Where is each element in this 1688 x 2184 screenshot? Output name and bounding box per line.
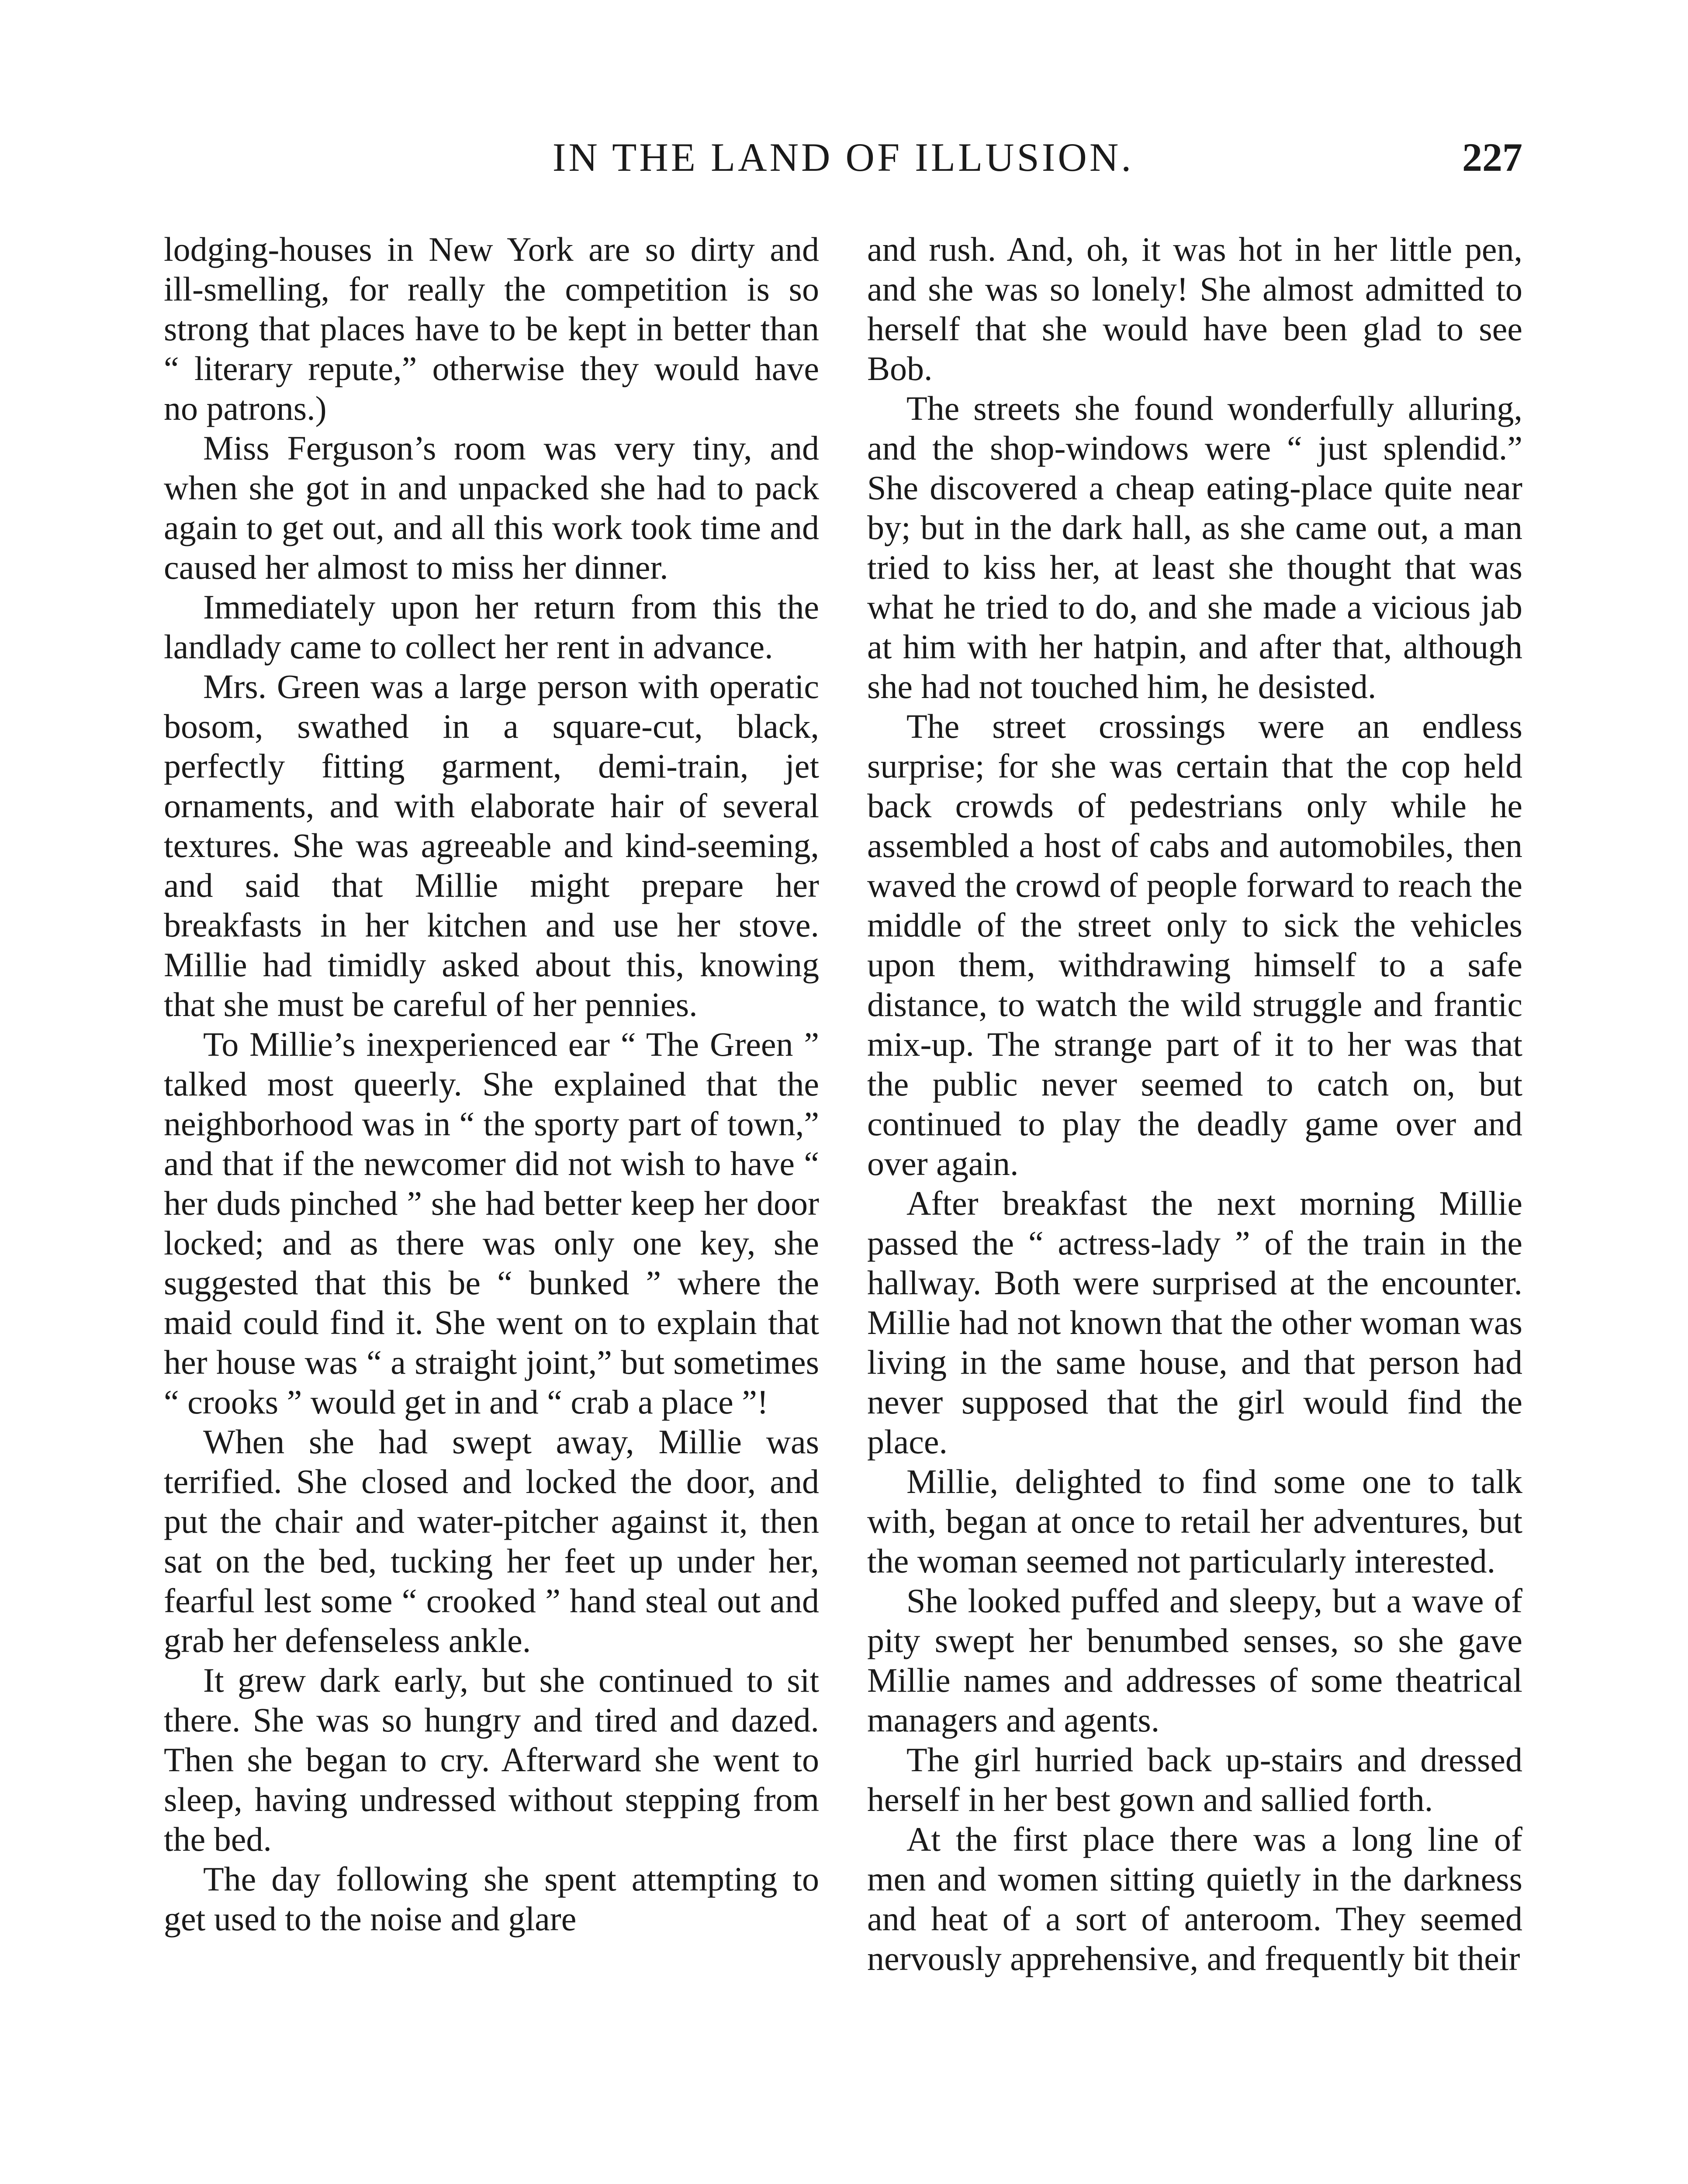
paragraph: and rush. And, oh, it was hot in her little pen, and she was so lonely! She almost admitted to herself that she would have been glad to see Bob. [867, 230, 1522, 387]
left-column [164, 229, 819, 2184]
running-title: IN THE LAND OF ILLUSION. [552, 135, 1134, 180]
page-number: 227 [1462, 135, 1522, 180]
paragraph: When she had swept away, Millie was terrified. She closed and locked the door, and put the chair and water-pitcher against it, then sat on the bed, tucking her feet up under her, fearful lest some “ crooked ” hand steal out and grab her defenseless ankle. [164, 1423, 819, 1659]
paragraph: The street crossings were an endless surprise; for she was certain that the cop held back crowds of pedestrians only while he assembled a host of cabs and automobiles, then waved the crowd of people forward to reach the middle of the street only to sick the vehicles upon them, withdrawing himself to a safe distance, to watch the wild struggle and frantic mix-up. The strange part of it to her was that the public never seemed to catch on, but continued to play the deadly game over and over again. [867, 707, 1522, 1182]
paragraph: She looked puffed and sleepy, but a wave of pity swept her benumbed senses, so she gave Millie names and addresses of some theatrical managers and agents. [867, 1582, 1522, 1739]
paragraph: It grew dark early, but she continued to sit there. She was so hungry and tired and dazed. Then she began to cry. Afterward she went to sleep, having undressed without stepping from the bed. [164, 1661, 819, 1858]
paragraph: Mrs. Green was a large person with operatic bosom, swathed in a square-cut, black, perfectly fitting garment, demi-train, jet ornaments, and with elaborate hair of several textures. She was agreeable and kind-seeming, and said that Millie might prepare her breakfasts in her kitchen and use her stove. Millie had timidly asked about this, knowing that she must be careful of her pennies. [164, 667, 819, 1023]
paragraph: After breakfast the next morning Millie passed the “ actress-lady ” of the train in the hallway. Both were surprised at the encounter. Millie had not known that the other woman was living in the same house, and that person had never supposed that the girl would find the place. [867, 1184, 1522, 1461]
paragraph: The girl hurried back up-stairs and dressed herself in her best gown and sallied forth. [867, 1741, 1522, 1818]
paragraph: At the first place there was a long line of men and women sitting quietly in the darkness and heat of a sort of anteroom. They seemed nervously apprehensive, and frequently bit their [867, 1820, 1522, 1977]
right-column [867, 229, 1522, 2184]
paragraph: Immediately upon her return from this the landlady came to collect her rent in advance. [164, 588, 819, 666]
body-text [164, 229, 1522, 2184]
paragraph: Miss Ferguson’s room was very tiny, and when she got in and unpacked she had to pack again to get out, and all this work took time and caused her almost to miss her dinner. [164, 429, 819, 586]
paragraph: lodging-houses in New York are so dirty and ill-smelling, for really the competition is so strong that places have to be kept in better than “ literary repute,” otherwise they would have no patrons.) [164, 230, 819, 427]
running-header [164, 131, 1522, 201]
paragraph: Millie, delighted to find some one to talk with, began at once to retail her adventures, but the woman seemed not particularly interested. [867, 1462, 1522, 1580]
paragraph: To Millie’s inexperienced ear “ The Green ” talked most queerly. She explained that the neighborhood was in “ the sporty part of town,” and that if the newcomer did not wish to have “ her duds pinched ” she had better keep her door locked; and as there was only one key, she suggested that this be “ bunked ” where the maid could find it. She went on to explain that her house was “ a straight joint,” but sometimes “ crooks ” would get in and “ crab a place ”! [164, 1025, 819, 1421]
paragraph: The day following she spent attempting to get used to the noise and glare [164, 1860, 819, 1938]
paragraph: The streets she found wonderfully alluring, and the shop-windows were “ just splendid.” She discovered a cheap eating-place quite near by; but in the dark hall, as she came out, a man tried to kiss her, at least she thought that was what he tried to do, and she made a vicious jab at him with her hatpin, and after that, although she had not touched him, he desisted. [867, 389, 1522, 705]
